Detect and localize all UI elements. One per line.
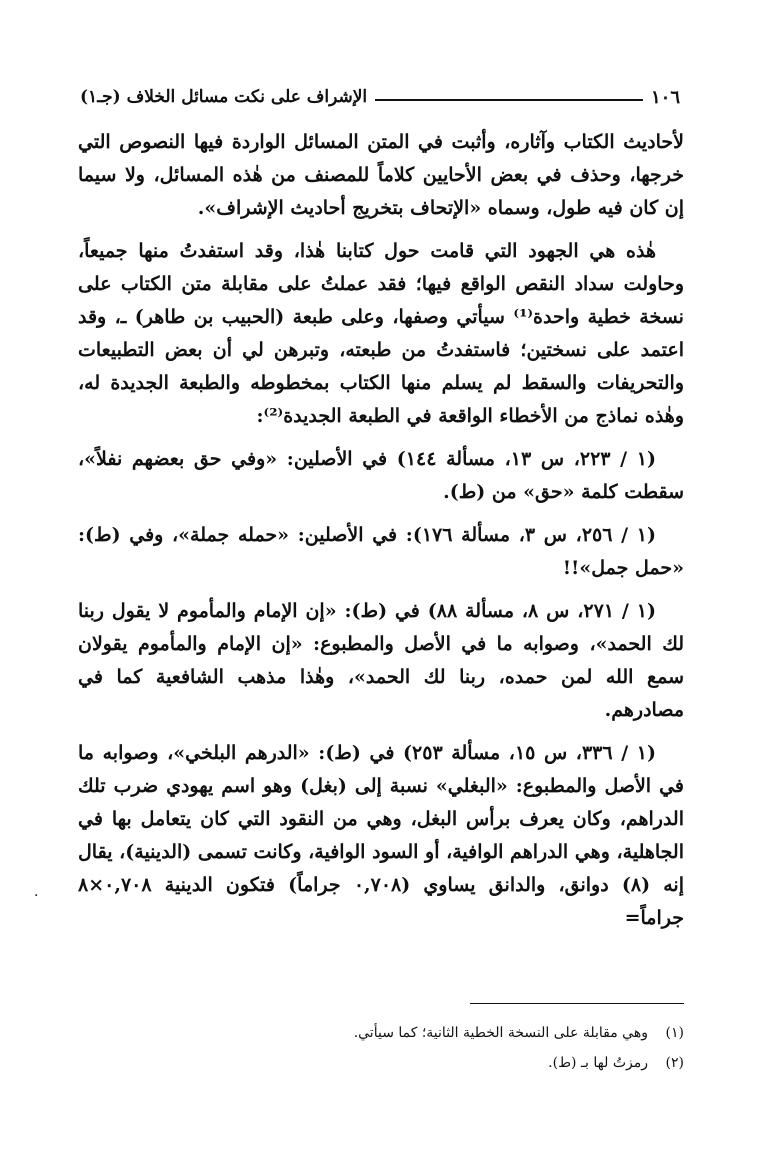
- footnote: [78, 1048, 684, 1078]
- footnote-text: رمزتُ لها بـ (ط).: [548, 1055, 648, 1071]
- footnote-number: (٢): [665, 1055, 684, 1071]
- page-number: ١٠٦: [650, 86, 680, 108]
- running-title: الإشراف على نكت مسائل الخلاف (جـ١): [80, 87, 368, 107]
- footnote: [78, 1018, 684, 1048]
- header-rule: [375, 99, 643, 101]
- paragraph: لأحاديث الكتاب وآثاره، وأثبت في المتن المسائل الواردة فيها النصوص التي خرجها، وحذف في بعض الأحايين كلاماً للمصنف من هٰذه المسائل، ولا سيما إن كان فيه طول، وسماه «الإتحاف بتخريج أحاديث الإشراف».: [78, 131, 684, 219]
- footnote-number: (١): [665, 1025, 684, 1041]
- footnote-divider: [470, 1003, 684, 1004]
- footnote-text: وهي مقابلة على النسخة الخطية الثانية؛ كما سيأتي.: [353, 1025, 648, 1041]
- paragraph: هٰذه هي الجهود التي قامت حول كتابنا هٰذا، وقد استفدتُ منها جميعاً، وحاولت سداد النقص الواقع فيها؛ فقد عملتُ على مقابلة متن الكتاب على نسخة خطية واحدة⁽¹⁾ سيأتي وصفها، وعلى طبعة (الحبيب بن طاهر) ـ، وقد اعتمد على نسختين؛ فاستفدتُ من طبعته، وتبرهن لي أن بعض التطبيعات والتحريفات والسقط لم يسلم منها الكتاب بمخطوطه والطبعة الجديدة له، وهٰذه نماذج من الأخطاء الواقعة في الطبعة الجديدة⁽²⁾:: [78, 240, 684, 427]
- paragraph: (١ / ٢٢٣، س ١٣، مسألة ١٤٤) في الأصلين: «وفي حق بعضهم نفلاً»، سقطت كلمة «حق» من (ط).: [78, 448, 684, 503]
- margin-mark: ·: [34, 888, 39, 904]
- running-header: [80, 82, 680, 112]
- paragraph: (١ / ٢٧١، س ٨، مسألة ٨٨) في (ط): «إن الإمام والمأموم لا يقول ربنا لك الحمد»، وصوابه ما في الأصل والمطبوع: «إن الإمام والمأموم يقولان سمع الله لمن حمده، ربنا لك الحمد»، وهٰذا مذهب الشافعية كما في مصادرهم.: [78, 600, 684, 721]
- paragraph: (١ / ٢٥٦، س ٣، مسألة ١٧٦): في الأصلين: «حمله جملة»، وفي (ط): «حمل جمل»!!: [78, 524, 684, 579]
- paragraph: (١ / ٣٣٦، س ١٥، مسألة ٢٥٣) في (ط): «الدرهم البلخي»، وصوابه ما في الأصل والمطبوع: «البغلي» نسبة إلى (بغل) وهو اسم يهودي ضرب تلك الدراهم، وكان يعرف برأس البغل، وهي من النقود التي كان يتعامل بها في الجاهلية، وهي الدراهم الوافية، أو السود الوافية، وكانت تسمى (الدينية)، يقال إنه (٨) دوانق، والدانق يساوي (٠,٧٠٨ جراماً) فتكون الدينية ٠,٧٠٨×٨ جراماً=: [78, 742, 685, 929]
- body-text: [78, 126, 684, 945]
- footnotes: [78, 1018, 684, 1078]
